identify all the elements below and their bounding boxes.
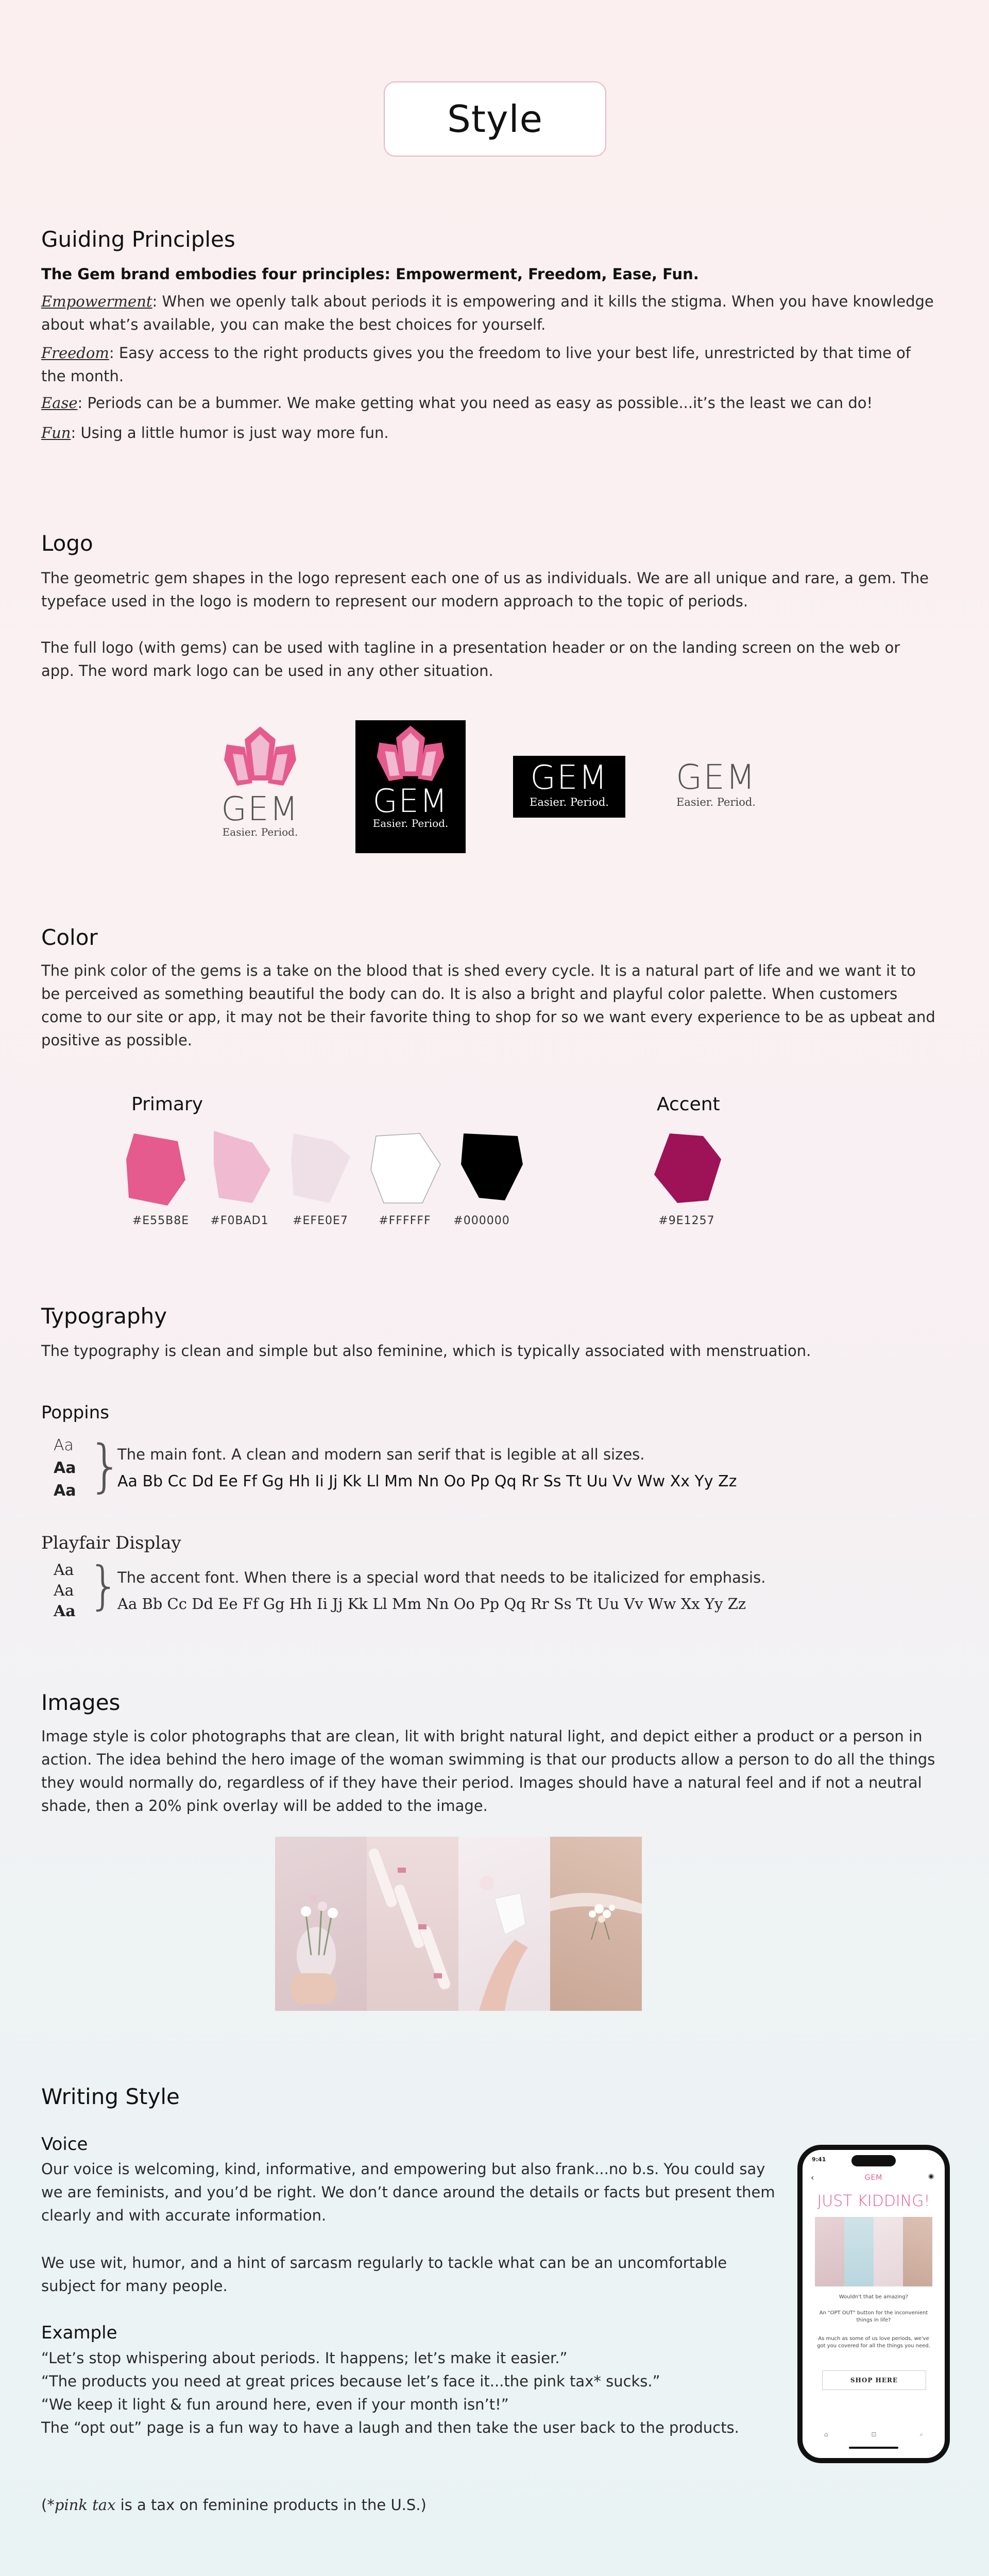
cart-icon[interactable]: ⊡: [871, 2431, 877, 2438]
photo-hand-cup: [458, 1837, 550, 2011]
page-title-box: [384, 81, 606, 157]
swatch-label: #EFE0E7: [293, 1214, 348, 1227]
page-title: Style: [447, 97, 543, 141]
logo-wordmark-light: [664, 756, 768, 818]
color-heading: Color: [41, 925, 98, 950]
swatch-000000: [461, 1133, 523, 1200]
principle-text: : Using a little humor is just way more fun.: [71, 424, 389, 442]
guiding-heading: Guiding Principles: [41, 227, 235, 252]
footnote-term: pink tax: [54, 2496, 116, 2514]
swatch-label: #F0BAD1: [210, 1214, 269, 1227]
accent-palette-title: Accent: [657, 1094, 720, 1115]
principle-text: : When we openly talk about periods it is empowering and it kills the stigma. When you have knowledge about what’s available, you can make the best choices for yourself.: [41, 293, 934, 333]
logo-wordmark: GEM: [221, 790, 299, 828]
accent-swatches: [649, 1128, 726, 1211]
logo-tagline: Easier. Period.: [372, 817, 449, 829]
logo-wordmark: GEM: [530, 759, 608, 797]
playfair-alphabet: Aa Bb Cc Dd Ee Ff Gg Hh Ii Jj Kk Ll Mm Nn Oo Pp Qq Rr Ss Tt Uu Vv Ww Xx Yy Zz: [117, 1595, 746, 1613]
playfair-sample-medium: Aa: [54, 1582, 74, 1600]
swatch-label: #9E1257: [658, 1214, 715, 1227]
logo-wordmark: GEM: [372, 782, 449, 820]
images-paragraph: Image style is color photographs that are clean, lit with bright natural light, and depict either a product or a person in action. The idea behind the hero image of the woman swimming is that our products allow a person to do all the things they would normally do, regardless of if they have their period. Images should have a natural feel and if not a neutral shade, then a 20% pink overlay will be added to the image.: [41, 1727, 935, 1815]
playfair-sample-bold: Aa: [54, 1602, 76, 1620]
logo-tagline: Easier. Period.: [222, 826, 298, 838]
poppins-sample-light: Aa: [54, 1436, 74, 1454]
poppins-sample-semibold: Aa: [54, 1459, 76, 1477]
profile-icon[interactable]: ◉: [928, 2173, 934, 2180]
search-icon[interactable]: ⌕: [919, 2431, 924, 2438]
voice-heading: Voice: [41, 2134, 88, 2155]
voice-paragraph-1: Our voice is welcoming, kind, informative, and empowering but also frank...no b.s. You could say we are feminists, and you’d be right. We don’t dance around the details or facts but present them clearly and with accurate information.: [41, 2160, 775, 2224]
guiding-lead: The Gem brand embodies four principles: Empowerment, Freedom, Ease, Fun.: [41, 265, 699, 283]
principle-ease: [41, 392, 937, 415]
example-2: “The products you need at great prices because let’s face it...the pink tax* sucks.”: [41, 2372, 660, 2390]
photo-flowers-body: [550, 1837, 642, 2011]
logo-tagline: Easier. Period.: [530, 796, 609, 808]
playfair-description: The accent font. When there is a special word that needs to be italicized for emphasis.: [117, 1569, 766, 1586]
principle-term: Fun: [41, 424, 71, 442]
footnote-pre: (*: [41, 2496, 55, 2514]
footnote: [41, 2494, 937, 2517]
phone-notch: [851, 2155, 896, 2166]
principle-text: : Periods can be a bummer. We make getting what you need as easy as possible...it’s the least we can do!: [77, 394, 873, 412]
phone-image-strip: [815, 2217, 932, 2286]
shop-here-button[interactable]: SHOP HERE: [822, 2370, 926, 2390]
back-icon[interactable]: ‹: [811, 2173, 814, 2182]
principle-text: : Easy access to the right products gives you the freedom to live your best life, unrestricted by that time of the month.: [41, 344, 911, 385]
logo-wordmark-dark: [513, 756, 625, 818]
home-icon[interactable]: ⌂: [824, 2431, 828, 2438]
swatch-E55B8E: [126, 1133, 185, 1206]
logo-paragraph-2: The full logo (with gems) can be used with tagline in a presentation header or on the landing screen on the web or app. The word mark logo can be used in any other situation.: [41, 639, 900, 680]
logo-heading: Logo: [41, 531, 93, 556]
playfair-title: Playfair Display: [41, 1533, 181, 1553]
swatch-label: #FFFFFF: [379, 1214, 431, 1227]
footnote-post: is a tax on feminine products in the U.S.): [115, 2496, 427, 2514]
home-indicator: [849, 2447, 898, 2449]
example-3: “We keep it light & fun around here, even if your month isn’t!”: [41, 2396, 509, 2413]
phone-tab-bar: [803, 2431, 945, 2438]
image-strip: [275, 1837, 642, 2011]
phone-brand: GEM: [864, 2174, 883, 2182]
swatch-label: #E55B8E: [132, 1214, 190, 1227]
logo-wordmark: GEM: [676, 757, 756, 797]
poppins-sample-bold: Aa: [54, 1482, 76, 1500]
poppins-title: Poppins: [41, 1402, 109, 1423]
swatch-9E1257: [654, 1133, 721, 1203]
photo-flowers-cup: [275, 1837, 367, 2011]
voice-paragraph-2: We use wit, humor, and a hint of sarcasm regularly to tackle what can be an uncomfortable subject for many people.: [41, 2254, 727, 2295]
swatch-FFFFFF: [371, 1133, 440, 1203]
principle-term: Freedom: [41, 344, 109, 362]
swatch-F0BAD1: [214, 1131, 270, 1203]
primary-palette-title: Primary: [131, 1094, 203, 1115]
swatch-EFE0E7: [291, 1133, 350, 1203]
phone-line-1: Wouldn't that be amazing?: [839, 2294, 909, 2300]
writing-heading: Writing Style: [41, 2084, 180, 2109]
poppins-alphabet: Aa Bb Cc Dd Ee Ff Gg Hh Ii Jj Kk Ll Mm Nn Oo Pp Qq Rr Ss Tt Uu Vv Ww Xx Yy Zz: [117, 1472, 737, 1490]
logo-tagline: Easier. Period.: [676, 796, 756, 808]
example-heading: Example: [41, 2323, 117, 2343]
logo-full-light: [211, 724, 309, 853]
example-4: The “opt out” page is a fun way to have a laugh and then take the user back to the products.: [41, 2419, 739, 2436]
brace-icon: }: [88, 1555, 121, 1616]
poppins-description: The main font. A clean and modern san serif that is legible at all sizes.: [117, 1446, 645, 1463]
images-heading: Images: [41, 1690, 121, 1715]
logo-full-dark: [355, 720, 466, 853]
example-1: “Let’s stop whispering about periods. It happens; let’s make it easier.”: [41, 2349, 568, 2367]
principle-term: Ease: [41, 394, 78, 412]
photo-tampons: [367, 1837, 458, 2011]
swatch-label: #000000: [453, 1214, 510, 1227]
typography-paragraph: The typography is clean and simple but also feminine, which is typically associated with menstruation.: [41, 1342, 811, 1360]
principle-fun: [41, 421, 937, 445]
principle-freedom: [41, 342, 937, 388]
color-paragraph: The pink color of the gems is a take on the blood that is shed every cycle. It is a natural part of life and we want it to be perceived as something beautiful the body can do. It is also a bright and playful color palette. When customers come to our site or app, it may not be their favorite thing to shop for so we want every experience to be as upbeat and positive as possible.: [41, 962, 935, 1049]
principle-term: Empowerment: [41, 293, 152, 310]
typography-heading: Typography: [41, 1303, 167, 1329]
phone-line-3: As much as some of us love periods, we've got you covered for all the things you need.: [817, 2336, 930, 2349]
gems-icon: [216, 724, 304, 801]
logo-paragraph-1: The geometric gem shapes in the logo represent each one of us as individuals. We are all unique and rare, a gem. The typeface used in the logo is modern to represent our modern approach to the topic of periods.: [41, 569, 929, 610]
playfair-sample-regular: Aa: [54, 1561, 74, 1579]
brace-icon: }: [88, 1433, 124, 1499]
primary-swatches: [124, 1128, 536, 1211]
phone-line-2: An "OPT OUT" button for the inconvenient things in life?: [819, 2310, 928, 2323]
principle-empowerment: [41, 290, 937, 336]
phone-headline: JUST KIDDING!: [817, 2192, 930, 2210]
phone-mockup: [797, 2145, 950, 2463]
phone-time: 9:41: [812, 2156, 826, 2163]
